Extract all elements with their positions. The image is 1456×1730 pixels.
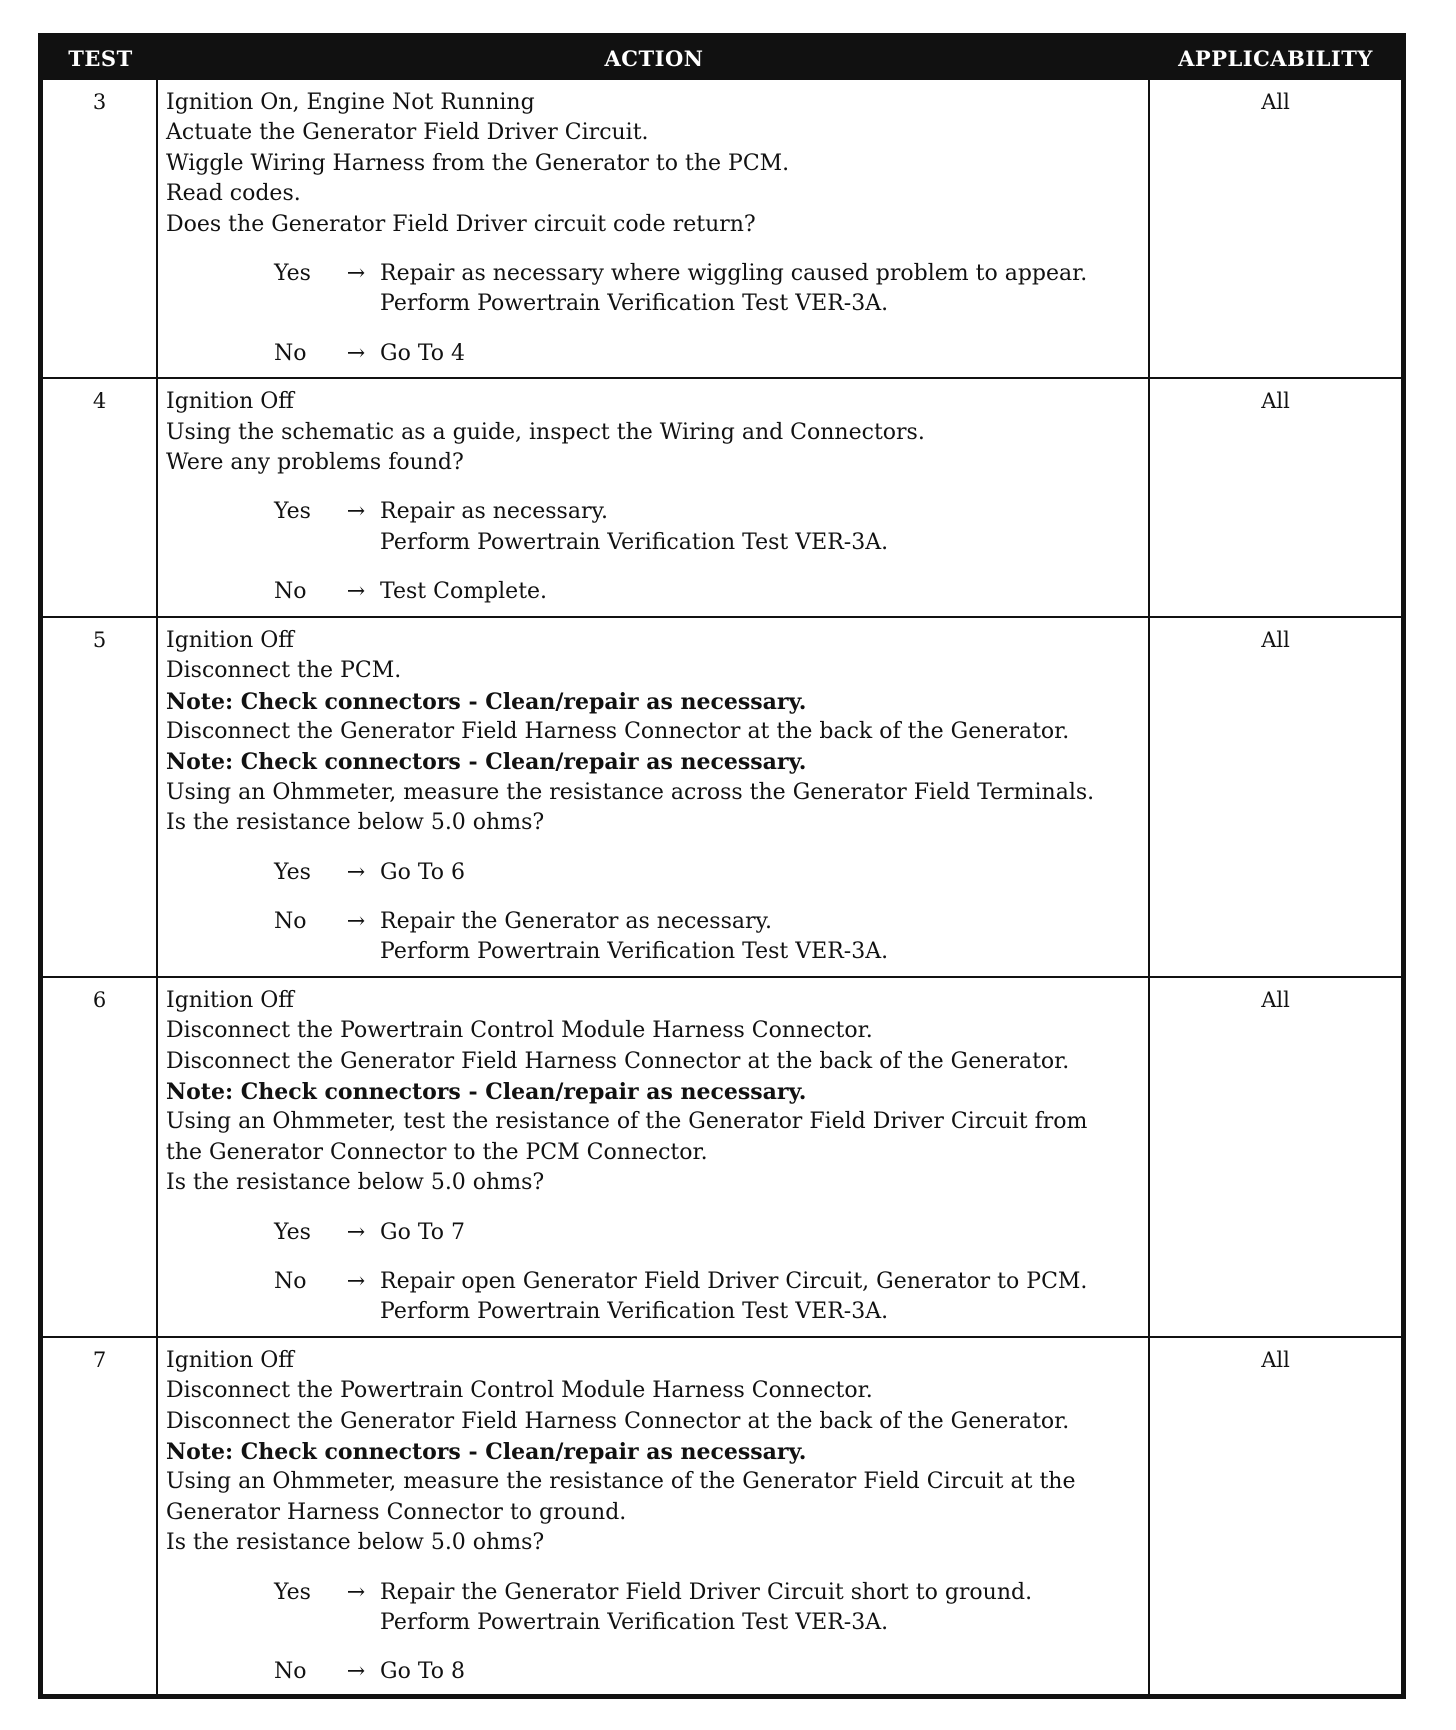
note-line: Note: Check connectors - Clean/repair as necessary.: [166, 1439, 807, 1466]
yes-outcome: [166, 497, 1142, 558]
action-line: Disconnect the Generator Field Harness Connector at the back of the Generator.: [166, 1408, 1070, 1434]
header-applicability: APPLICABILITY: [1178, 45, 1373, 71]
arrow-icon: →: [346, 1219, 366, 1245]
applicability-cell: All: [1261, 1347, 1290, 1372]
arrow-icon: →: [346, 1269, 366, 1294]
yes-label: Yes: [274, 499, 311, 525]
action-line: Wiggle Wiring Harness from the Generator to the PCM.: [166, 150, 790, 176]
action-line: the Generator Connector to the PCM Connector.: [166, 1139, 708, 1165]
applicability-cell: All: [1261, 389, 1290, 414]
action-line: Disconnect the Powertrain Control Module Harness Connector.: [166, 1018, 873, 1044]
yes-label: Yes: [274, 1579, 311, 1605]
yes-label: Yes: [274, 1219, 311, 1245]
arrow-icon: →: [346, 499, 366, 525]
outcome-text: Perform Powertrain Verification Test VER-3A.: [380, 291, 889, 317]
arrow-icon: →: [346, 340, 366, 366]
action-line: Does the Generator Field Driver circuit code return?: [166, 211, 756, 237]
arrow-icon: →: [346, 261, 366, 287]
test-number: 3: [43, 80, 158, 377]
action-line: Ignition Off: [166, 1347, 294, 1373]
no-label: No: [274, 1659, 307, 1685]
action-line: Generator Harness Connector to ground.: [166, 1499, 627, 1525]
action-line: Using the schematic as a guide, inspect the Wiring and Connectors.: [166, 419, 925, 445]
no-label: No: [274, 1269, 307, 1294]
note-line: Note: Check connectors - Clean/repair as necessary.: [166, 749, 807, 776]
action-cell: [158, 1338, 1150, 1696]
action-line: Disconnect the Generator Field Harness Connector at the back of the Generator.: [166, 1048, 1070, 1074]
no-label: No: [274, 579, 307, 605]
action-line: Using an Ohmmeter, measure the resistance of the Generator Field Circuit at the: [166, 1469, 1076, 1495]
action-line: Were any problems found?: [166, 450, 464, 476]
outcome-text: Go To 7: [380, 1219, 466, 1245]
table-row: [43, 78, 1401, 377]
no-outcome: [166, 577, 1142, 607]
action-cell: [158, 379, 1150, 615]
arrow-icon: →: [346, 908, 366, 934]
action-line: Is the resistance below 5.0 ohms?: [166, 810, 545, 836]
yes-outcome: [166, 259, 1142, 320]
arrow-icon: →: [346, 1659, 366, 1685]
action-line: Actuate the Generator Field Driver Circuit.: [166, 120, 649, 146]
note-line: Note: Check connectors - Clean/repair as necessary.: [166, 1078, 807, 1105]
no-outcome: [166, 1657, 1142, 1687]
outcome-text: Repair as necessary.: [380, 499, 608, 525]
arrow-icon: →: [346, 579, 366, 605]
yes-outcome: [166, 1578, 1142, 1639]
header-action: ACTION: [604, 45, 704, 71]
yes-label: Yes: [274, 261, 311, 287]
no-outcome: [166, 907, 1142, 968]
outcome-text: Repair the Generator Field Driver Circuit short to ground.: [380, 1579, 1033, 1605]
outcome-text: Repair open Generator Field Driver Circuit, Generator to PCM.: [380, 1269, 1088, 1294]
test-number: 5: [43, 618, 158, 976]
outcome-text: Perform Powertrain Verification Test VER-3A.: [380, 1610, 889, 1636]
action-line: Is the resistance below 5.0 ohms?: [166, 1170, 545, 1196]
no-label: No: [274, 908, 307, 934]
action-line: Disconnect the PCM.: [166, 658, 402, 684]
outcome-text: Go To 8: [380, 1659, 466, 1685]
applicability-cell: All: [1261, 90, 1290, 114]
action-line: Ignition Off: [166, 627, 294, 653]
no-outcome: [166, 1267, 1142, 1328]
outcome-text: Test Complete.: [380, 579, 548, 605]
arrow-icon: →: [346, 859, 366, 885]
diagnostic-test-table: [38, 33, 1406, 1699]
table-row: [43, 976, 1401, 1336]
action-line: Is the resistance below 5.0 ohms?: [166, 1530, 545, 1556]
no-label: No: [274, 340, 307, 366]
action-line: Ignition Off: [166, 389, 294, 415]
test-number: 4: [43, 379, 158, 615]
outcome-text: Go To 6: [380, 859, 466, 885]
action-line: Read codes.: [166, 181, 301, 207]
action-cell: [158, 978, 1150, 1336]
action-line: Using an Ohmmeter, test the resistance of the Generator Field Driver Circuit from: [166, 1109, 1088, 1135]
outcome-text: Perform Powertrain Verification Test VER-3A.: [380, 529, 889, 555]
yes-outcome: [166, 858, 1142, 888]
action-line: Disconnect the Generator Field Harness Connector at the back of the Generator.: [166, 718, 1070, 744]
action-line: Disconnect the Powertrain Control Module Harness Connector.: [166, 1378, 873, 1404]
yes-label: Yes: [274, 859, 311, 885]
action-line: Ignition On, Engine Not Running: [166, 90, 535, 115]
header-test: TEST: [68, 45, 133, 71]
table-row: [43, 616, 1401, 976]
action-line: Using an Ohmmeter, measure the resistance across the Generator Field Terminals.: [166, 779, 1095, 805]
test-number: 7: [43, 1338, 158, 1696]
test-number: 6: [43, 978, 158, 1336]
yes-outcome: [166, 1218, 1142, 1248]
arrow-icon: →: [346, 1579, 366, 1605]
applicability-cell: All: [1261, 987, 1290, 1012]
outcome-text: Go To 4: [380, 340, 466, 366]
note-line: Note: Check connectors - Clean/repair as necessary.: [166, 688, 807, 715]
no-outcome: [166, 339, 1142, 369]
table-header: [43, 38, 1401, 78]
outcome-text: Repair as necessary where wiggling caused problem to appear.: [380, 261, 1088, 287]
table-row: [43, 1336, 1401, 1696]
action-cell: [158, 80, 1150, 377]
action-line: Ignition Off: [166, 987, 294, 1013]
outcome-text: Perform Powertrain Verification Test VER-3A.: [380, 1299, 889, 1325]
table-row: [43, 377, 1401, 615]
action-cell: [158, 618, 1150, 976]
outcome-text: Repair the Generator as necessary.: [380, 908, 773, 934]
applicability-cell: All: [1261, 627, 1290, 652]
outcome-text: Perform Powertrain Verification Test VER-3A.: [380, 939, 889, 965]
